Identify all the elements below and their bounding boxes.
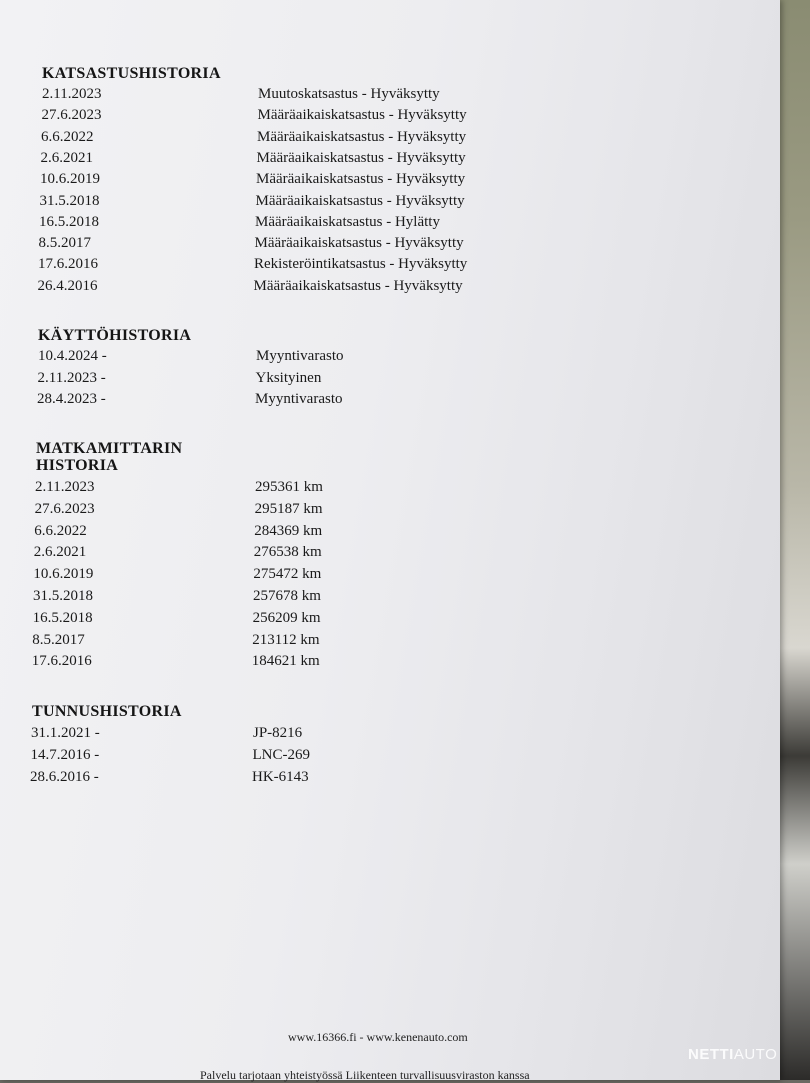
footer-partner-note: Palvelu tarjotaan yhteistyössä Liikenteen turvallisuusviraston kanssa xyxy=(200,1068,530,1082)
katsastus-value: Määräaikaiskatsastus - Hyväksytty xyxy=(257,107,467,124)
katsastus-date: 31.5.2018 xyxy=(39,192,100,209)
matkamittari-value: 284369 km xyxy=(254,522,323,539)
section-title-tunnushistoria: TUNNUSHISTORIA xyxy=(32,703,182,720)
matkamittari-date: 2.6.2021 xyxy=(33,544,87,561)
katsastus-value: Määräaikaiskatsastus - Hyväksytty xyxy=(253,277,463,294)
matkamittari-date: 6.6.2022 xyxy=(34,522,87,539)
matkamittari-date: 2.11.2023 xyxy=(35,479,95,495)
katsastus-date: 17.6.2016 xyxy=(38,256,98,273)
katsastus-value: Määräaikaiskatsastus - Hyväksytty xyxy=(256,149,466,166)
matkamittari-value: 276538 km xyxy=(253,544,322,561)
katsastus-value: Muutoskatsastus - Hyväksytty xyxy=(258,86,440,102)
katsastus-date: 2.6.2021 xyxy=(40,149,93,166)
tunnus-value: JP-8216 xyxy=(253,725,303,741)
matkamittari-value: 256209 km xyxy=(252,609,321,626)
matkamittari-date: 27.6.2023 xyxy=(34,500,95,517)
katsastus-value: Määräaikaiskatsastus - Hyväksytty xyxy=(255,192,465,209)
matkamittari-date: 10.6.2019 xyxy=(33,566,94,583)
kaytto-value: Myyntivarasto xyxy=(255,391,343,407)
footer-website-links: www.16366.fi - www.kenenauto.com xyxy=(288,1030,468,1044)
katsastus-date: 8.5.2017 xyxy=(38,235,91,252)
katsastus-value: Määräaikaiskatsastus - Hyväksytty xyxy=(254,235,464,252)
section-title-matkamittarin-historia: MATKAMITTARIN HISTORIA xyxy=(36,440,183,474)
section-title-katsastushistoria: KATSASTUSHISTORIA xyxy=(42,65,221,82)
matkamittari-value: 257678 km xyxy=(253,588,321,604)
matkamittari-value: 295187 km xyxy=(254,500,323,517)
nettiauto-watermark: NETTIAUTO xyxy=(688,1046,778,1063)
katsastus-value: Rekisteröintikatsastus - Hyväksytty xyxy=(254,256,468,273)
matkamittari-value: 213112 km xyxy=(252,631,320,648)
katsastus-date: 6.6.2022 xyxy=(41,128,94,145)
matkamittari-value: 275472 km xyxy=(253,566,322,583)
tunnus-value: LNC-269 xyxy=(252,747,310,763)
katsastus-value: Määräaikaiskatsastus - Hyväksytty xyxy=(257,128,467,145)
katsastus-value: Määräaikaiskatsastus - Hylätty xyxy=(255,213,440,230)
tunnus-date: 31.1.2021 - xyxy=(31,725,100,741)
katsastus-date: 27.6.2023 xyxy=(41,107,102,124)
matkamittari-value: 295361 km xyxy=(255,479,323,495)
katsastus-value: Määräaikaiskatsastus - Hyväksytty xyxy=(256,171,466,188)
tunnus-date: 28.6.2016 - xyxy=(30,769,99,785)
kaytto-date: 2.11.2023 - xyxy=(37,369,106,386)
matkamittari-date: 16.5.2018 xyxy=(32,609,93,626)
section-title-kayttohistoria: KÄYTTÖHISTORIA xyxy=(38,327,192,344)
kaytto-value: Myyntivarasto xyxy=(256,348,344,364)
kaytto-date: 10.4.2024 - xyxy=(38,348,107,364)
tunnus-value: HK-6143 xyxy=(252,769,309,785)
kaytto-date: 28.4.2023 - xyxy=(37,391,106,407)
matkamittari-date: 31.5.2018 xyxy=(33,588,93,604)
tunnus-date: 14.7.2016 - xyxy=(30,747,100,763)
matkamittari-date: 17.6.2016 xyxy=(31,653,92,670)
kaytto-value: Yksityinen xyxy=(255,369,322,386)
matkamittari-date: 8.5.2017 xyxy=(32,631,85,648)
katsastus-date: 2.11.2023 xyxy=(42,86,102,102)
katsastus-date: 10.6.2019 xyxy=(40,171,100,188)
katsastus-date: 16.5.2018 xyxy=(39,213,99,230)
matkamittari-value: 184621 km xyxy=(251,653,320,670)
katsastus-date: 26.4.2016 xyxy=(37,277,98,294)
